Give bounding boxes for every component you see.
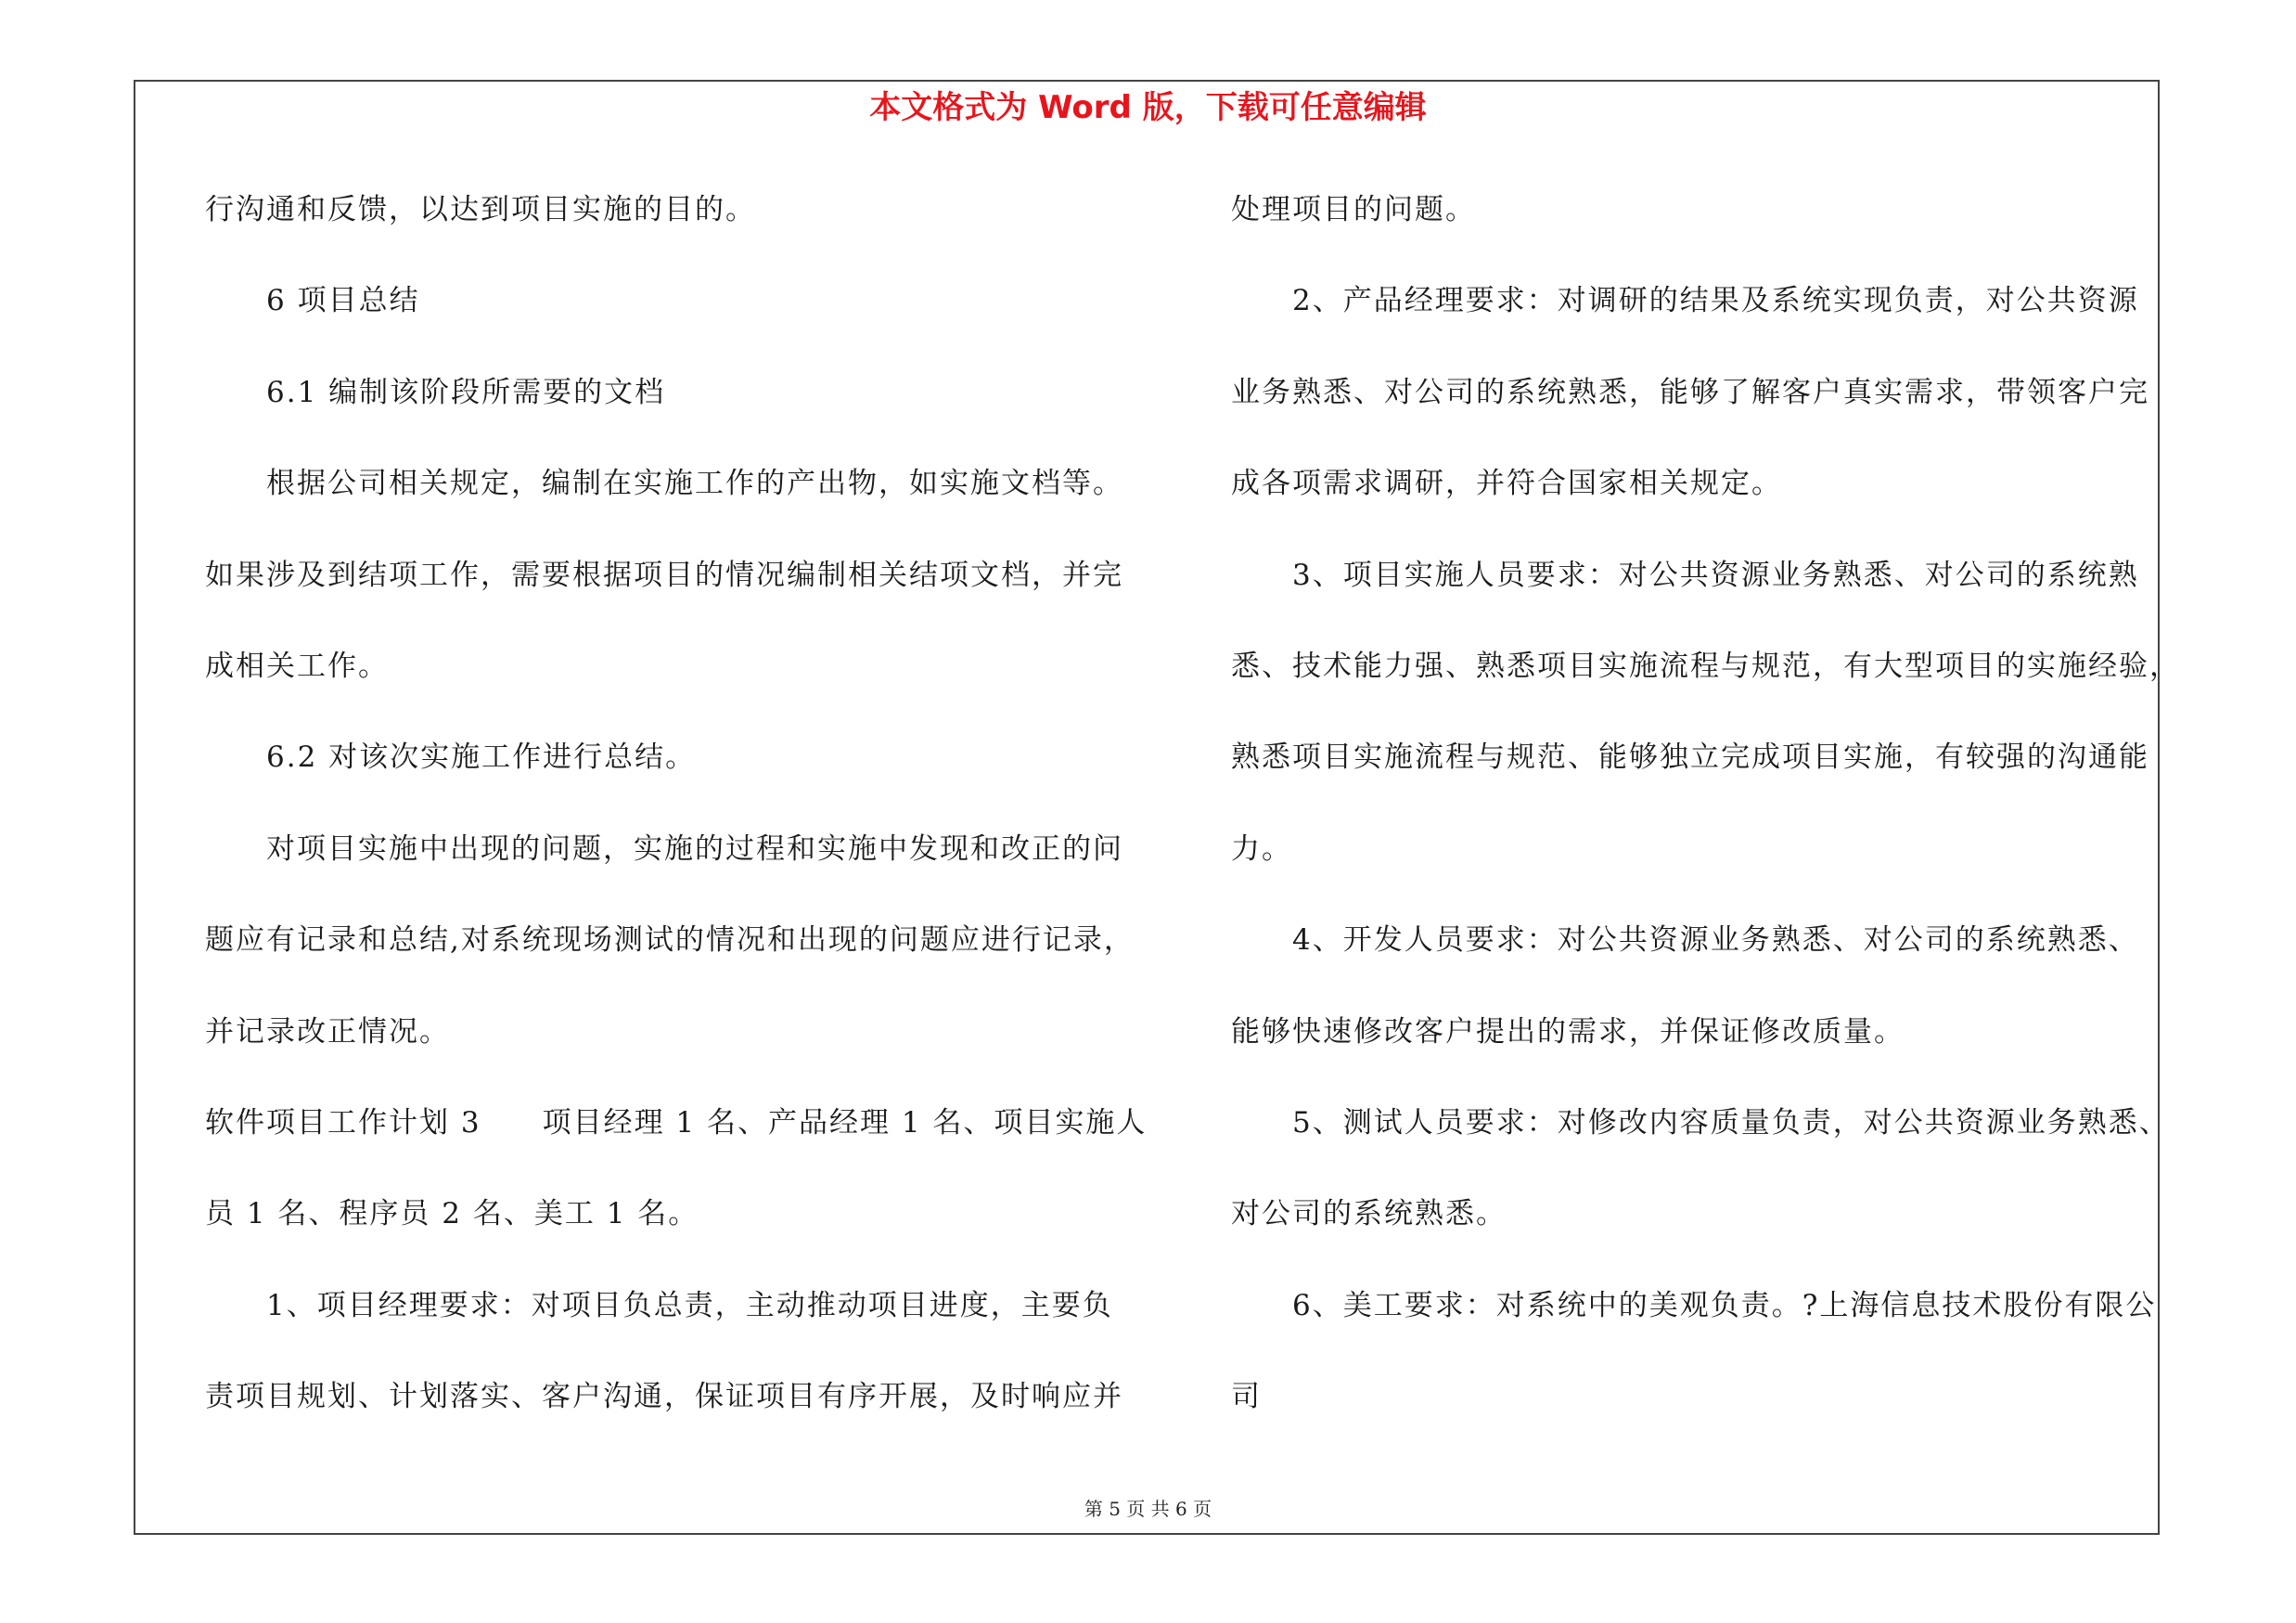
text-line: 成各项需求调研，并符合国家相关规定。 [1231,467,1782,501]
text-line: 根据公司相关规定，编制在实施工作的产出物，如实施文档等。 [266,467,1123,501]
text-line: 员 1 名、程序员 2 名、美工 1 名。 [205,1197,699,1231]
text-line: 2、产品经理要求：对调研的结果及系统实现负责，对公共资源 [1292,284,2139,318]
right-column [1231,182,2180,1460]
text-line: 4、开发人员要求：对公共资源业务熟悉、对公司的系统熟悉、 [1292,923,2139,958]
text-line: 行沟通和反馈，以达到项目实施的目的。 [205,193,756,226]
text-line: 业务熟悉、对公司的系统熟悉，能够了解客户真实需求，带领客户完 [1231,375,2149,409]
text-line: 对项目实施中出现的问题，实施的过程和实施中发现和改正的问 [266,831,1123,866]
subsection-heading: 6.2 对该次实施工作进行总结。 [266,741,697,775]
text-line: 软件项目工作计划 3 项目经理 1 名、产品经理 1 名、项目实施人 [205,1105,1148,1140]
text-line: 5、测试人员要求：对修改内容质量负责，对公共资源业务熟悉、 [1292,1105,2170,1140]
left-column [205,182,1156,1460]
text-line: 成相关工作。 [205,649,389,683]
text-line: 熟悉项目实施流程与规范、能够独立完成项目实施，有较强的沟通能 [1231,741,2149,775]
text-line: 1、项目经理要求：对项目负总责，主动推动项目进度，主要负 [266,1288,1113,1322]
text-line: 悉、技术能力强、熟悉项目实施流程与规范，有大型项目的实施经验， [1231,649,2180,683]
subsection-heading: 6.1 编制该阶段所需要的文档 [266,375,666,409]
text-line: 如果涉及到结项工作，需要根据项目的情况编制相关结项文档，并完 [205,558,1123,592]
text-line: 力。 [1231,831,1292,866]
text-line: 处理项目的问题。 [1231,193,1476,226]
text-line: 责项目规划、计划落实、客户沟通，保证项目有序开展，及时响应并 [205,1380,1123,1414]
text-line: 对公司的系统熟悉。 [1231,1197,1507,1231]
text-line: 3、项目实施人员要求：对公共资源业务熟悉、对公司的系统熟 [1292,558,2139,592]
text-line: 司 [1231,1380,1262,1414]
section-heading: 6 项目总结 [266,284,420,318]
page-number-footer: 第 5 页 共 6 页 [1084,1498,1212,1520]
word-format-banner: 本文格式为 Word 版，下载可任意编辑 [869,89,1427,126]
text-line: 题应有记录和总结,对系统现场测试的情况和出现的问题应进行记录， [205,923,1135,958]
text-line: 能够快速修改客户提出的需求，并保证修改质量。 [1231,1014,1905,1049]
text-line: 并记录改正情况。 [205,1014,450,1049]
text-line: 6、美工要求：对系统中的美观负责。?上海信息技术股份有限公 [1292,1288,2157,1322]
